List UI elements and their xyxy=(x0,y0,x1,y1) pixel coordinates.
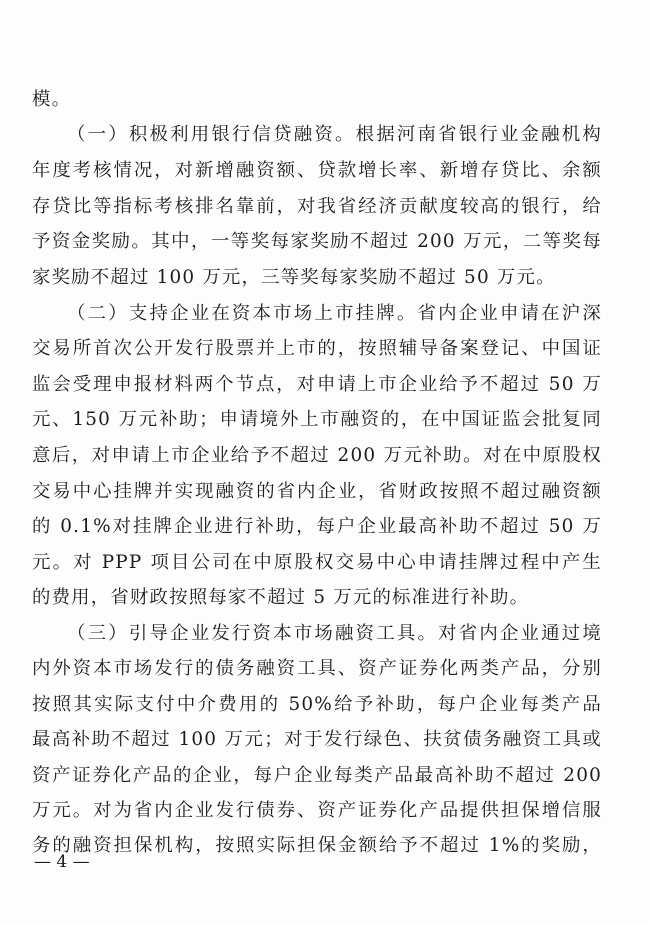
text-line: 家奖励不超过 100 万元，三等奖每家奖励不超过 50 万元。 xyxy=(32,267,556,288)
text-line: 内外资本市场发行的债务融资工具、资产证券化两类产品，分别 xyxy=(32,658,602,679)
text-line: 模。 xyxy=(32,89,72,110)
text-line: 的 0.1%对挂牌企业进行补助，每户企业最高补助不超过 50 万 xyxy=(32,516,602,537)
text-line: 资产证券化产品的企业，每户企业每类产品最高补助不超过 200 xyxy=(32,765,602,786)
text-line: 万元。对为省内企业发行债券、资产证券化产品提供担保增信服 xyxy=(32,800,602,821)
paragraph-listing-support: （二）支持企业在资本市场上市挂牌。省内企业申请在沪深 xyxy=(67,303,602,324)
text-line: 意后，对申请上市企业给予不超过 200 万元补助。对在中原股权 xyxy=(32,445,602,466)
text-line: 交易中心挂牌并实现融资的省内企业，省财政按照不超过融资额 xyxy=(32,481,602,502)
text-line: 元。对 PPP 项目公司在中原股权交易中心申请挂牌过程中产生 xyxy=(32,552,602,573)
text-line: 务的融资担保机构，按照实际担保金额给予不超过 1%的奖励， xyxy=(32,835,602,856)
page-number: — 4 — xyxy=(34,852,90,872)
text-line: 监会受理申报材料两个节点，对申请上市企业给予不超过 50 万 xyxy=(32,374,602,395)
paragraph-financing-tools: （三）引导企业发行资本市场融资工具。对省内企业通过境 xyxy=(67,623,602,644)
text-line: 存贷比等指标考核排名靠前，对我省经济贡献度较高的银行，给 xyxy=(32,196,602,217)
text-line: 最高补助不超过 100 万元；对于发行绿色、扶贫债务融资工具或 xyxy=(32,729,602,750)
text-line: 年度考核情况，对新增融资额、贷款增长率、新增存贷比、余额 xyxy=(32,160,602,181)
text-line: 予资金奖励。其中，一等奖每家奖励不超过 200 万元，二等奖每 xyxy=(32,231,602,252)
text-line: 元、150 万元补助；申请境外上市融资的，在中国证监会批复同 xyxy=(32,409,602,430)
text-line: 按照其实际支付中介费用的 50%给予补助，每户企业每类产品 xyxy=(32,694,602,715)
paragraph-bank-credit: （一）积极利用银行信贷融资。根据河南省银行业金融机构 xyxy=(67,124,602,145)
text-line: 的费用，省财政按照每家不超过 5 万元的标准进行补助。 xyxy=(32,587,530,608)
text-line: 交易所首次公开发行股票并上市的，按照辅导备案登记、中国证 xyxy=(32,338,602,359)
